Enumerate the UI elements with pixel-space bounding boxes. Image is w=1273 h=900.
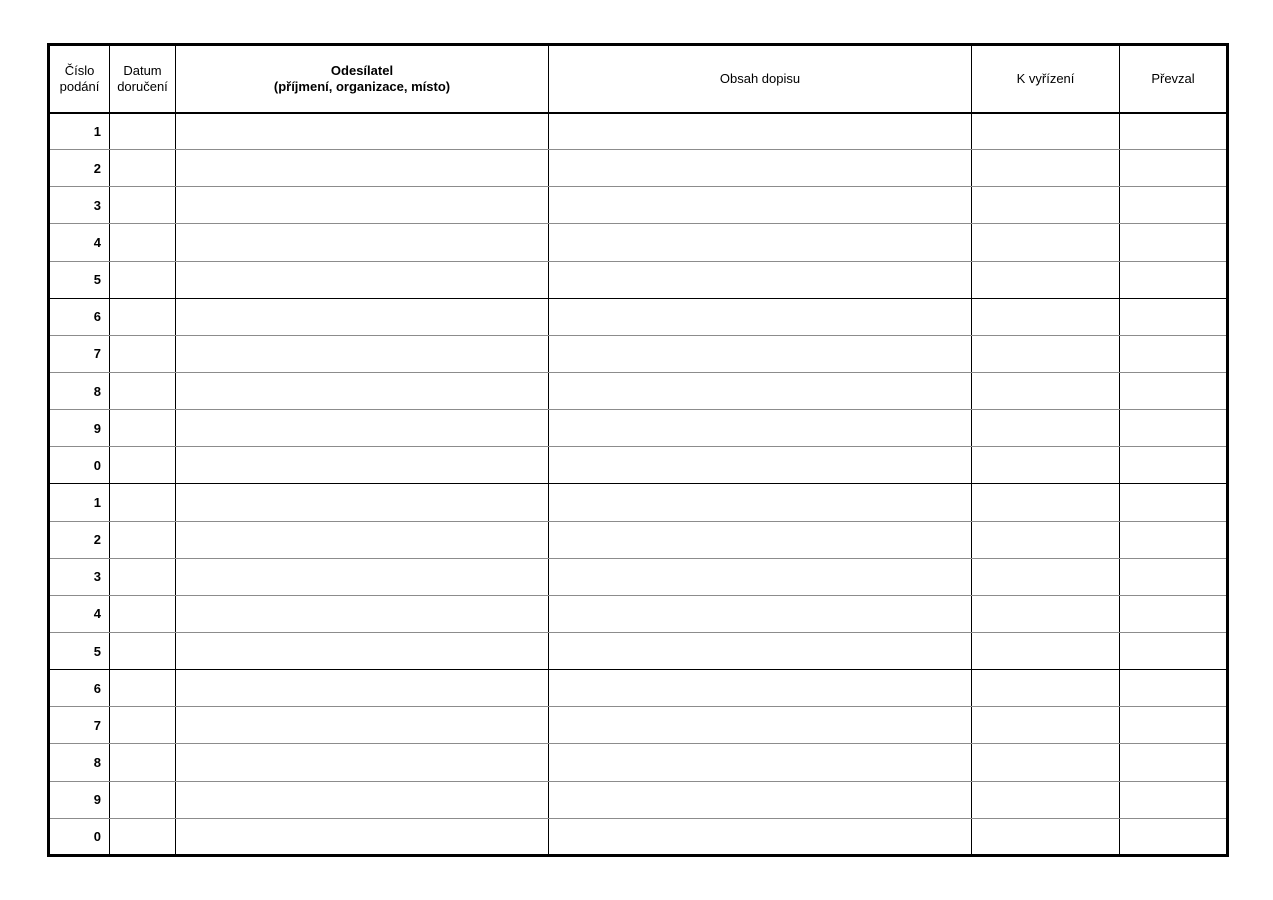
sender-cell[interactable] (176, 298, 549, 335)
delivery-date-cell[interactable] (110, 261, 176, 298)
letter-content-cell[interactable] (549, 707, 972, 744)
received-by-cell[interactable] (1120, 410, 1228, 447)
row-number-cell: 1 (49, 113, 110, 150)
row-number-cell: 5 (49, 261, 110, 298)
delivery-date-cell[interactable] (110, 447, 176, 484)
row-number-cell: 4 (49, 224, 110, 261)
received-by-cell[interactable] (1120, 447, 1228, 484)
received-by-cell[interactable] (1120, 484, 1228, 521)
letter-content-cell[interactable] (549, 781, 972, 818)
row-number-cell: 6 (49, 670, 110, 707)
row-number-cell: 0 (49, 818, 110, 855)
delivery-date-cell[interactable] (110, 632, 176, 669)
received-by-cell[interactable] (1120, 558, 1228, 595)
row-number-cell: 8 (49, 744, 110, 781)
delivery-date-cell[interactable] (110, 707, 176, 744)
sender-cell[interactable] (176, 744, 549, 781)
for-handling-cell[interactable] (972, 335, 1120, 372)
letter-content-cell[interactable] (549, 632, 972, 669)
letter-content-cell[interactable] (549, 187, 972, 224)
row-number-cell: 0 (49, 447, 110, 484)
delivery-date-cell[interactable] (110, 372, 176, 409)
table-row (49, 558, 1228, 595)
for-handling-cell[interactable] (972, 744, 1120, 781)
for-handling-cell[interactable] (972, 521, 1120, 558)
table-row (49, 447, 1228, 484)
received-by-cell[interactable] (1120, 261, 1228, 298)
received-by-cell[interactable] (1120, 187, 1228, 224)
received-by-cell[interactable] (1120, 707, 1228, 744)
for-handling-cell[interactable] (972, 595, 1120, 632)
received-by-cell[interactable] (1120, 335, 1228, 372)
table-row (49, 670, 1228, 707)
for-handling-cell[interactable] (972, 150, 1120, 187)
delivery-date-cell[interactable] (110, 187, 176, 224)
table-row (49, 744, 1228, 781)
sender-cell[interactable] (176, 335, 549, 372)
for-handling-cell[interactable] (972, 113, 1120, 150)
letter-content-cell[interactable] (549, 670, 972, 707)
table-row (49, 818, 1228, 855)
row-number-cell: 8 (49, 372, 110, 409)
sender-cell[interactable] (176, 261, 549, 298)
for-handling-cell[interactable] (972, 558, 1120, 595)
delivery-date-cell[interactable] (110, 410, 176, 447)
sender-cell[interactable] (176, 670, 549, 707)
header-sender (176, 45, 549, 113)
received-by-cell[interactable] (1120, 781, 1228, 818)
header-delivery-date-line1: Datum (123, 62, 162, 78)
row-number-cell: 2 (49, 150, 110, 187)
sender-cell[interactable] (176, 818, 549, 855)
row-number-cell: 2 (49, 521, 110, 558)
row-number-cell: 1 (49, 484, 110, 521)
letter-content-cell[interactable] (549, 595, 972, 632)
delivery-date-cell[interactable] (110, 670, 176, 707)
sender-cell[interactable] (176, 410, 549, 447)
sender-cell[interactable] (176, 224, 549, 261)
row-number-cell: 3 (49, 558, 110, 595)
letter-content-cell[interactable] (549, 261, 972, 298)
table-row (49, 595, 1228, 632)
delivery-date-cell[interactable] (110, 484, 176, 521)
table-row (49, 224, 1228, 261)
table-row (49, 410, 1228, 447)
table-row (49, 521, 1228, 558)
row-number-cell: 6 (49, 298, 110, 335)
for-handling-cell[interactable] (972, 670, 1120, 707)
delivery-date-cell[interactable] (110, 298, 176, 335)
header-submission-number-line1: Číslo (64, 62, 95, 78)
header-for-handling: K vyřízení (972, 45, 1120, 113)
table-row (49, 187, 1228, 224)
register-body (49, 113, 1228, 856)
sender-cell[interactable] (176, 521, 549, 558)
letter-content-cell[interactable] (549, 484, 972, 521)
delivery-date-cell[interactable] (110, 335, 176, 372)
for-handling-cell[interactable] (972, 187, 1120, 224)
sender-cell[interactable] (176, 150, 549, 187)
sender-cell[interactable] (176, 781, 549, 818)
for-handling-cell[interactable] (972, 372, 1120, 409)
table-row (49, 113, 1228, 150)
table-row (49, 261, 1228, 298)
for-handling-cell[interactable] (972, 818, 1120, 855)
row-number-cell: 7 (49, 335, 110, 372)
delivery-date-cell[interactable] (110, 113, 176, 150)
for-handling-cell[interactable] (972, 632, 1120, 669)
delivery-date-cell[interactable] (110, 150, 176, 187)
letter-content-cell[interactable] (549, 744, 972, 781)
header-sender-line2: (příjmení, organizace, místo) (273, 78, 451, 94)
delivery-date-cell[interactable] (110, 744, 176, 781)
row-number-cell: 4 (49, 595, 110, 632)
received-by-cell[interactable] (1120, 150, 1228, 187)
for-handling-cell[interactable] (972, 261, 1120, 298)
header-row (49, 45, 1228, 113)
sender-cell[interactable] (176, 447, 549, 484)
letter-content-cell[interactable] (549, 410, 972, 447)
letter-content-cell[interactable] (549, 447, 972, 484)
row-number-cell: 7 (49, 707, 110, 744)
sender-cell[interactable] (176, 187, 549, 224)
letter-content-cell[interactable] (549, 298, 972, 335)
header-letter-content: Obsah dopisu (549, 45, 972, 113)
for-handling-cell[interactable] (972, 707, 1120, 744)
sender-cell[interactable] (176, 372, 549, 409)
row-number-cell: 9 (49, 410, 110, 447)
delivery-date-cell[interactable] (110, 521, 176, 558)
for-handling-cell[interactable] (972, 224, 1120, 261)
sender-cell[interactable] (176, 707, 549, 744)
for-handling-cell[interactable] (972, 781, 1120, 818)
header-delivery-date (110, 45, 176, 113)
delivery-date-cell[interactable] (110, 781, 176, 818)
sender-cell[interactable] (176, 595, 549, 632)
letter-content-cell[interactable] (549, 224, 972, 261)
table-row (49, 484, 1228, 521)
for-handling-cell[interactable] (972, 410, 1120, 447)
letter-content-cell[interactable] (549, 521, 972, 558)
delivery-date-cell[interactable] (110, 224, 176, 261)
received-by-cell[interactable] (1120, 521, 1228, 558)
for-handling-cell[interactable] (972, 298, 1120, 335)
table-row (49, 372, 1228, 409)
delivery-date-cell[interactable] (110, 558, 176, 595)
sender-cell[interactable] (176, 484, 549, 521)
received-by-cell[interactable] (1120, 224, 1228, 261)
mail-register-table (47, 43, 1229, 857)
table-row (49, 781, 1228, 818)
row-number-cell: 3 (49, 187, 110, 224)
received-by-cell[interactable] (1120, 744, 1228, 781)
delivery-date-cell[interactable] (110, 595, 176, 632)
for-handling-cell[interactable] (972, 484, 1120, 521)
table-row (49, 632, 1228, 669)
delivery-date-cell[interactable] (110, 818, 176, 855)
letter-content-cell[interactable] (549, 372, 972, 409)
received-by-cell[interactable] (1120, 632, 1228, 669)
header-sender-line1: Odesílatel (330, 62, 394, 78)
table-row (49, 150, 1228, 187)
header-received-by: Převzal (1120, 45, 1228, 113)
received-by-cell[interactable] (1120, 595, 1228, 632)
sender-cell[interactable] (176, 113, 549, 150)
sender-cell[interactable] (176, 558, 549, 595)
received-by-cell[interactable] (1120, 298, 1228, 335)
received-by-cell[interactable] (1120, 113, 1228, 150)
received-by-cell[interactable] (1120, 818, 1228, 855)
table-row (49, 335, 1228, 372)
letter-content-cell[interactable] (549, 150, 972, 187)
row-number-cell: 5 (49, 632, 110, 669)
table-row (49, 298, 1228, 335)
for-handling-cell[interactable] (972, 447, 1120, 484)
received-by-cell[interactable] (1120, 670, 1228, 707)
header-delivery-date-line2: doručení (117, 78, 168, 94)
letter-content-cell[interactable] (549, 113, 972, 150)
table-row (49, 707, 1228, 744)
row-number-cell: 9 (49, 781, 110, 818)
sender-cell[interactable] (176, 632, 549, 669)
letter-content-cell[interactable] (549, 818, 972, 855)
letter-content-cell[interactable] (549, 335, 972, 372)
received-by-cell[interactable] (1120, 372, 1228, 409)
header-submission-number (49, 45, 110, 113)
header-submission-number-line2: podání (59, 78, 100, 94)
letter-content-cell[interactable] (549, 558, 972, 595)
